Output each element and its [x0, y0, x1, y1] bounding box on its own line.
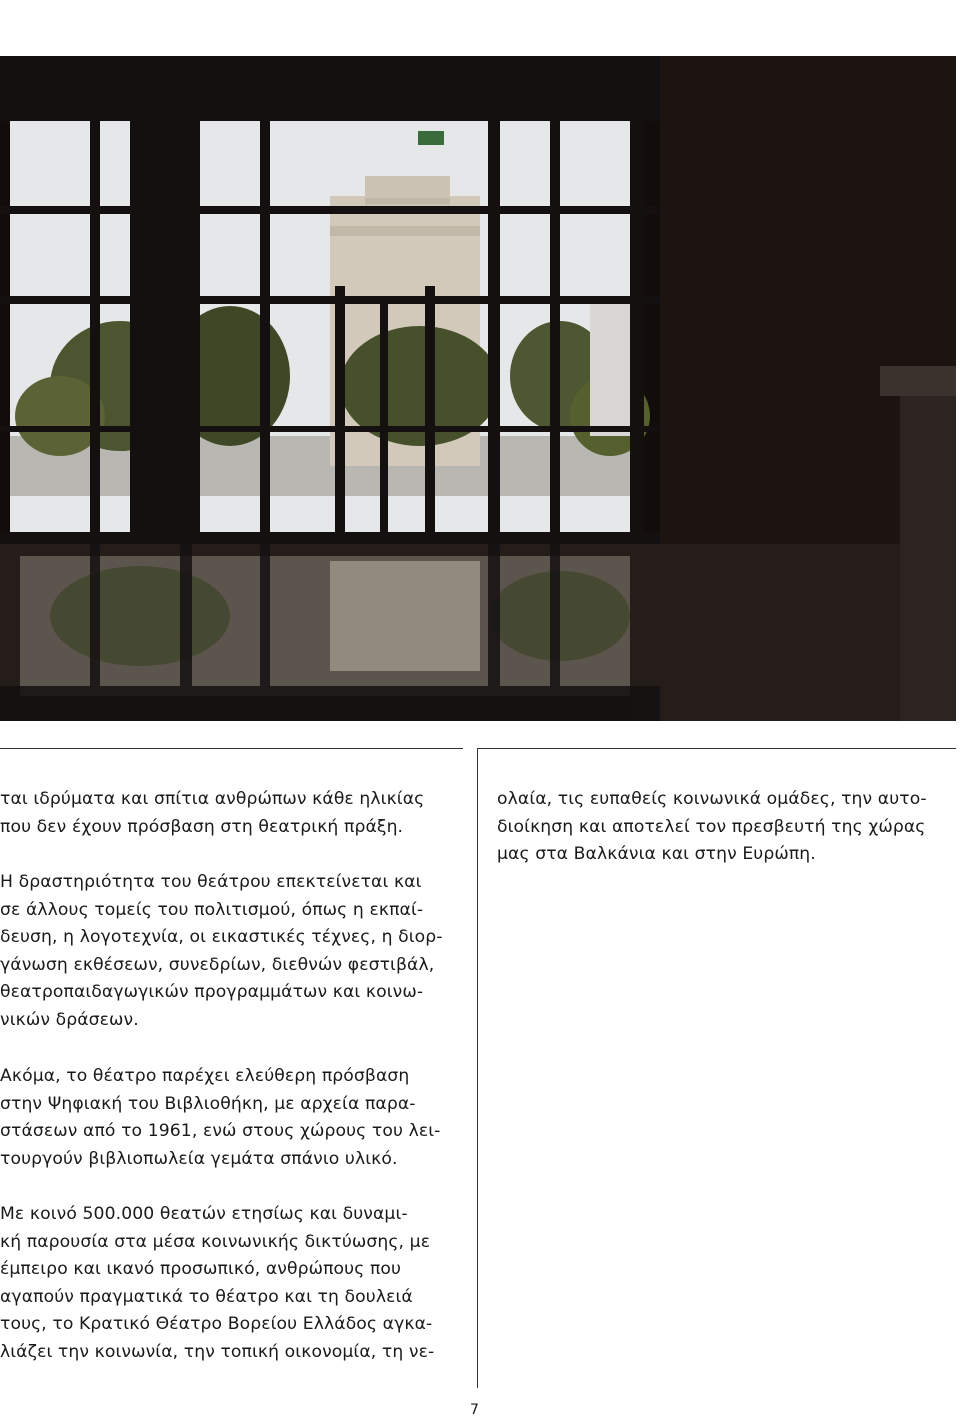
text-line: στάσεων από το 1961, ενώ στους χώρους του λει- [0, 1121, 441, 1141]
text-line: λιάζει την κοινωνία, την τοπική οικονομία, τη νε- [0, 1341, 435, 1362]
left-paragraph-3 [0, 1063, 440, 1173]
text-line: ται ιδρύματα και σπίτια ανθρώπων κάθε ηλικίας [0, 789, 425, 809]
white-tower-photo [0, 56, 956, 721]
text-line: Η δραστηριότητα του θεάτρου επεκτείνεται και [0, 872, 422, 892]
header-photo [0, 56, 956, 721]
right-paragraph-1 [497, 786, 927, 869]
left-column-rule [0, 748, 463, 749]
text-line: κή παρουσία στα μέσα κοινωνικής δικτύωσης, με [0, 1231, 431, 1252]
text-line: δευση, η λογοτεχνία, οι εικαστικές τέχνες, η διορ- [0, 927, 443, 947]
text-line: γάνωση εκθέσεων, συνεδρίων, διεθνών φεστιβάλ, [0, 954, 435, 975]
text-line: διοίκηση και αποτελεί τον πρεσβευτή της χώρας [497, 816, 926, 837]
text-line: τουργούν βιβλιοπωλεία γεμάτα σπάνιο υλικό. [0, 1148, 398, 1169]
text-line: Ακόμα, το θέατρο παρέχει ελεύθερη πρόσβαση [0, 1066, 410, 1086]
left-paragraph-4 [0, 1201, 434, 1366]
right-column-rule [478, 748, 956, 749]
left-paragraph-2 [0, 869, 443, 1034]
text-line: ολαία, τις ευπαθείς κοινωνικά ομάδες, την αυτο- [497, 789, 927, 809]
text-line: που δεν έχουν πρόσβαση στη θεατρική πράξη. [0, 816, 404, 837]
text-line: θεατροπαιδαγωγικών προγραμμάτων και κοινω- [0, 982, 424, 1002]
left-paragraph-1 [0, 786, 424, 841]
text-line: νικών δράσεων. [0, 1009, 139, 1030]
text-line: τους, το Κρατικό Θέατρο Βορείου Ελλάδος αγκα- [0, 1314, 433, 1334]
text-line: αγαπούν πραγματικά το θέατρο και τη δουλειά [0, 1286, 413, 1307]
text-line: σε άλλους τομείς του πολιτισμού, όπως η εκπαί- [0, 899, 424, 920]
text-line: μας στα Βαλκάνια και στην Ευρώπη. [497, 844, 816, 864]
text-line: έμπειρο και ικανό προσωπικό, ανθρώπους που [0, 1259, 402, 1279]
column-divider [477, 748, 478, 1388]
page-number: 7 [470, 1402, 479, 1418]
text-line: στην Ψηφιακή του Βιβλιοθήκη, με αρχεία παρα- [0, 1093, 416, 1114]
text-line: Με κοινό 500.000 θεατών ετησίως και δυναμι- [0, 1204, 408, 1224]
